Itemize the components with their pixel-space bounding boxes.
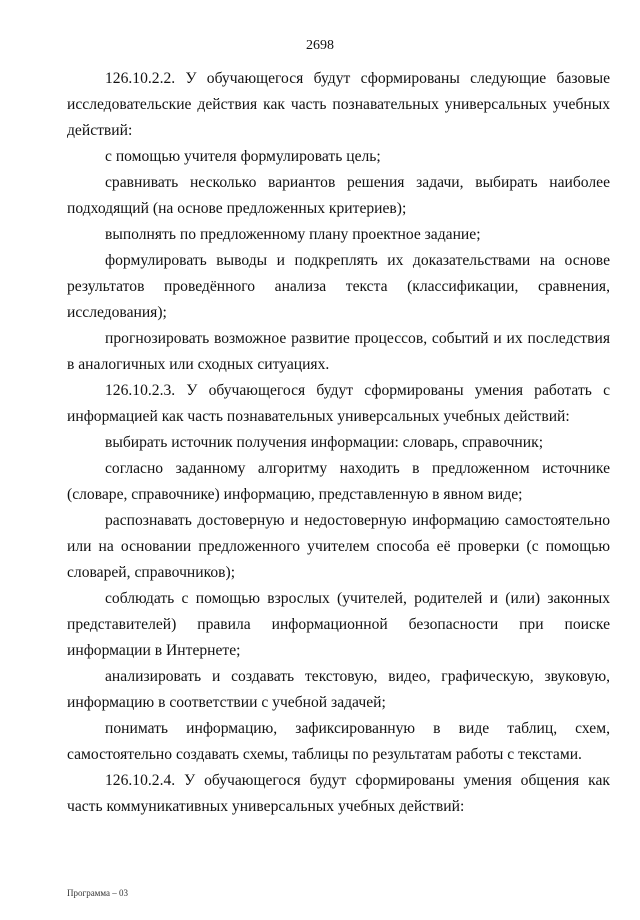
footer-label: Программа – 03 [67,888,129,898]
list-item: согласно заданному алгоритму находить в предложенном источнике (словаре, справочнике) информацию, представленную в явном виде; [67,460,610,503]
list-item: с помощью учителя формулировать цель; [105,148,381,165]
list-item: сравнивать несколько вариантов решения задачи, выбирать наиболее подходящий (на основе предложенных критериев); [67,174,610,217]
list-item: распознавать достоверную и недостоверную информацию самостоятельно или на основании предложенного учителем способа её проверки (с помощью словарей, справочников); [67,512,610,581]
list-item: понимать информацию, зафиксированную в виде таблиц, схем, самостоятельно создавать схемы, таблицы по результатам работы с текстами. [67,720,610,763]
list-item: формулировать выводы и подкреплять их доказательствами на основе результатов проведённого анализа текста (классификации, сравнения, исследования); [67,252,610,321]
paragraph-section-126-10-2-2: 126.10.2.2. У обучающегося будут сформированы следующие базовые исследовательские действия как часть познавательных универсальных учебных действий: [67,70,610,139]
list-item: прогнозировать возможное развитие процессов, событий и их последствия в аналогичных или сходных ситуациях. [67,330,610,373]
paragraph-section-126-10-2-3: 126.10.2.3. У обучающегося будут сформированы умения работать с информацией как часть познавательных универсальных учебных действий: [67,382,610,425]
page-number: 2698 [306,38,334,53]
paragraph-section-126-10-2-4: 126.10.2.4. У обучающегося будут сформированы умения общения как часть коммуникативных универсальных учебных действий: [67,772,610,815]
list-item: выбирать источник получения информации: словарь, справочник; [105,434,544,451]
list-item: выполнять по предложенному плану проектное задание; [105,226,481,243]
list-item: соблюдать с помощью взрослых (учителей, родителей и (или) законных представителей) правила информационной безопасности при поиске информации в Интернете; [67,590,610,659]
list-item: анализировать и создавать текстовую, видео, графическую, звуковую, информацию в соответствии с учебной задачей; [67,668,610,711]
document-body [67,66,610,820]
